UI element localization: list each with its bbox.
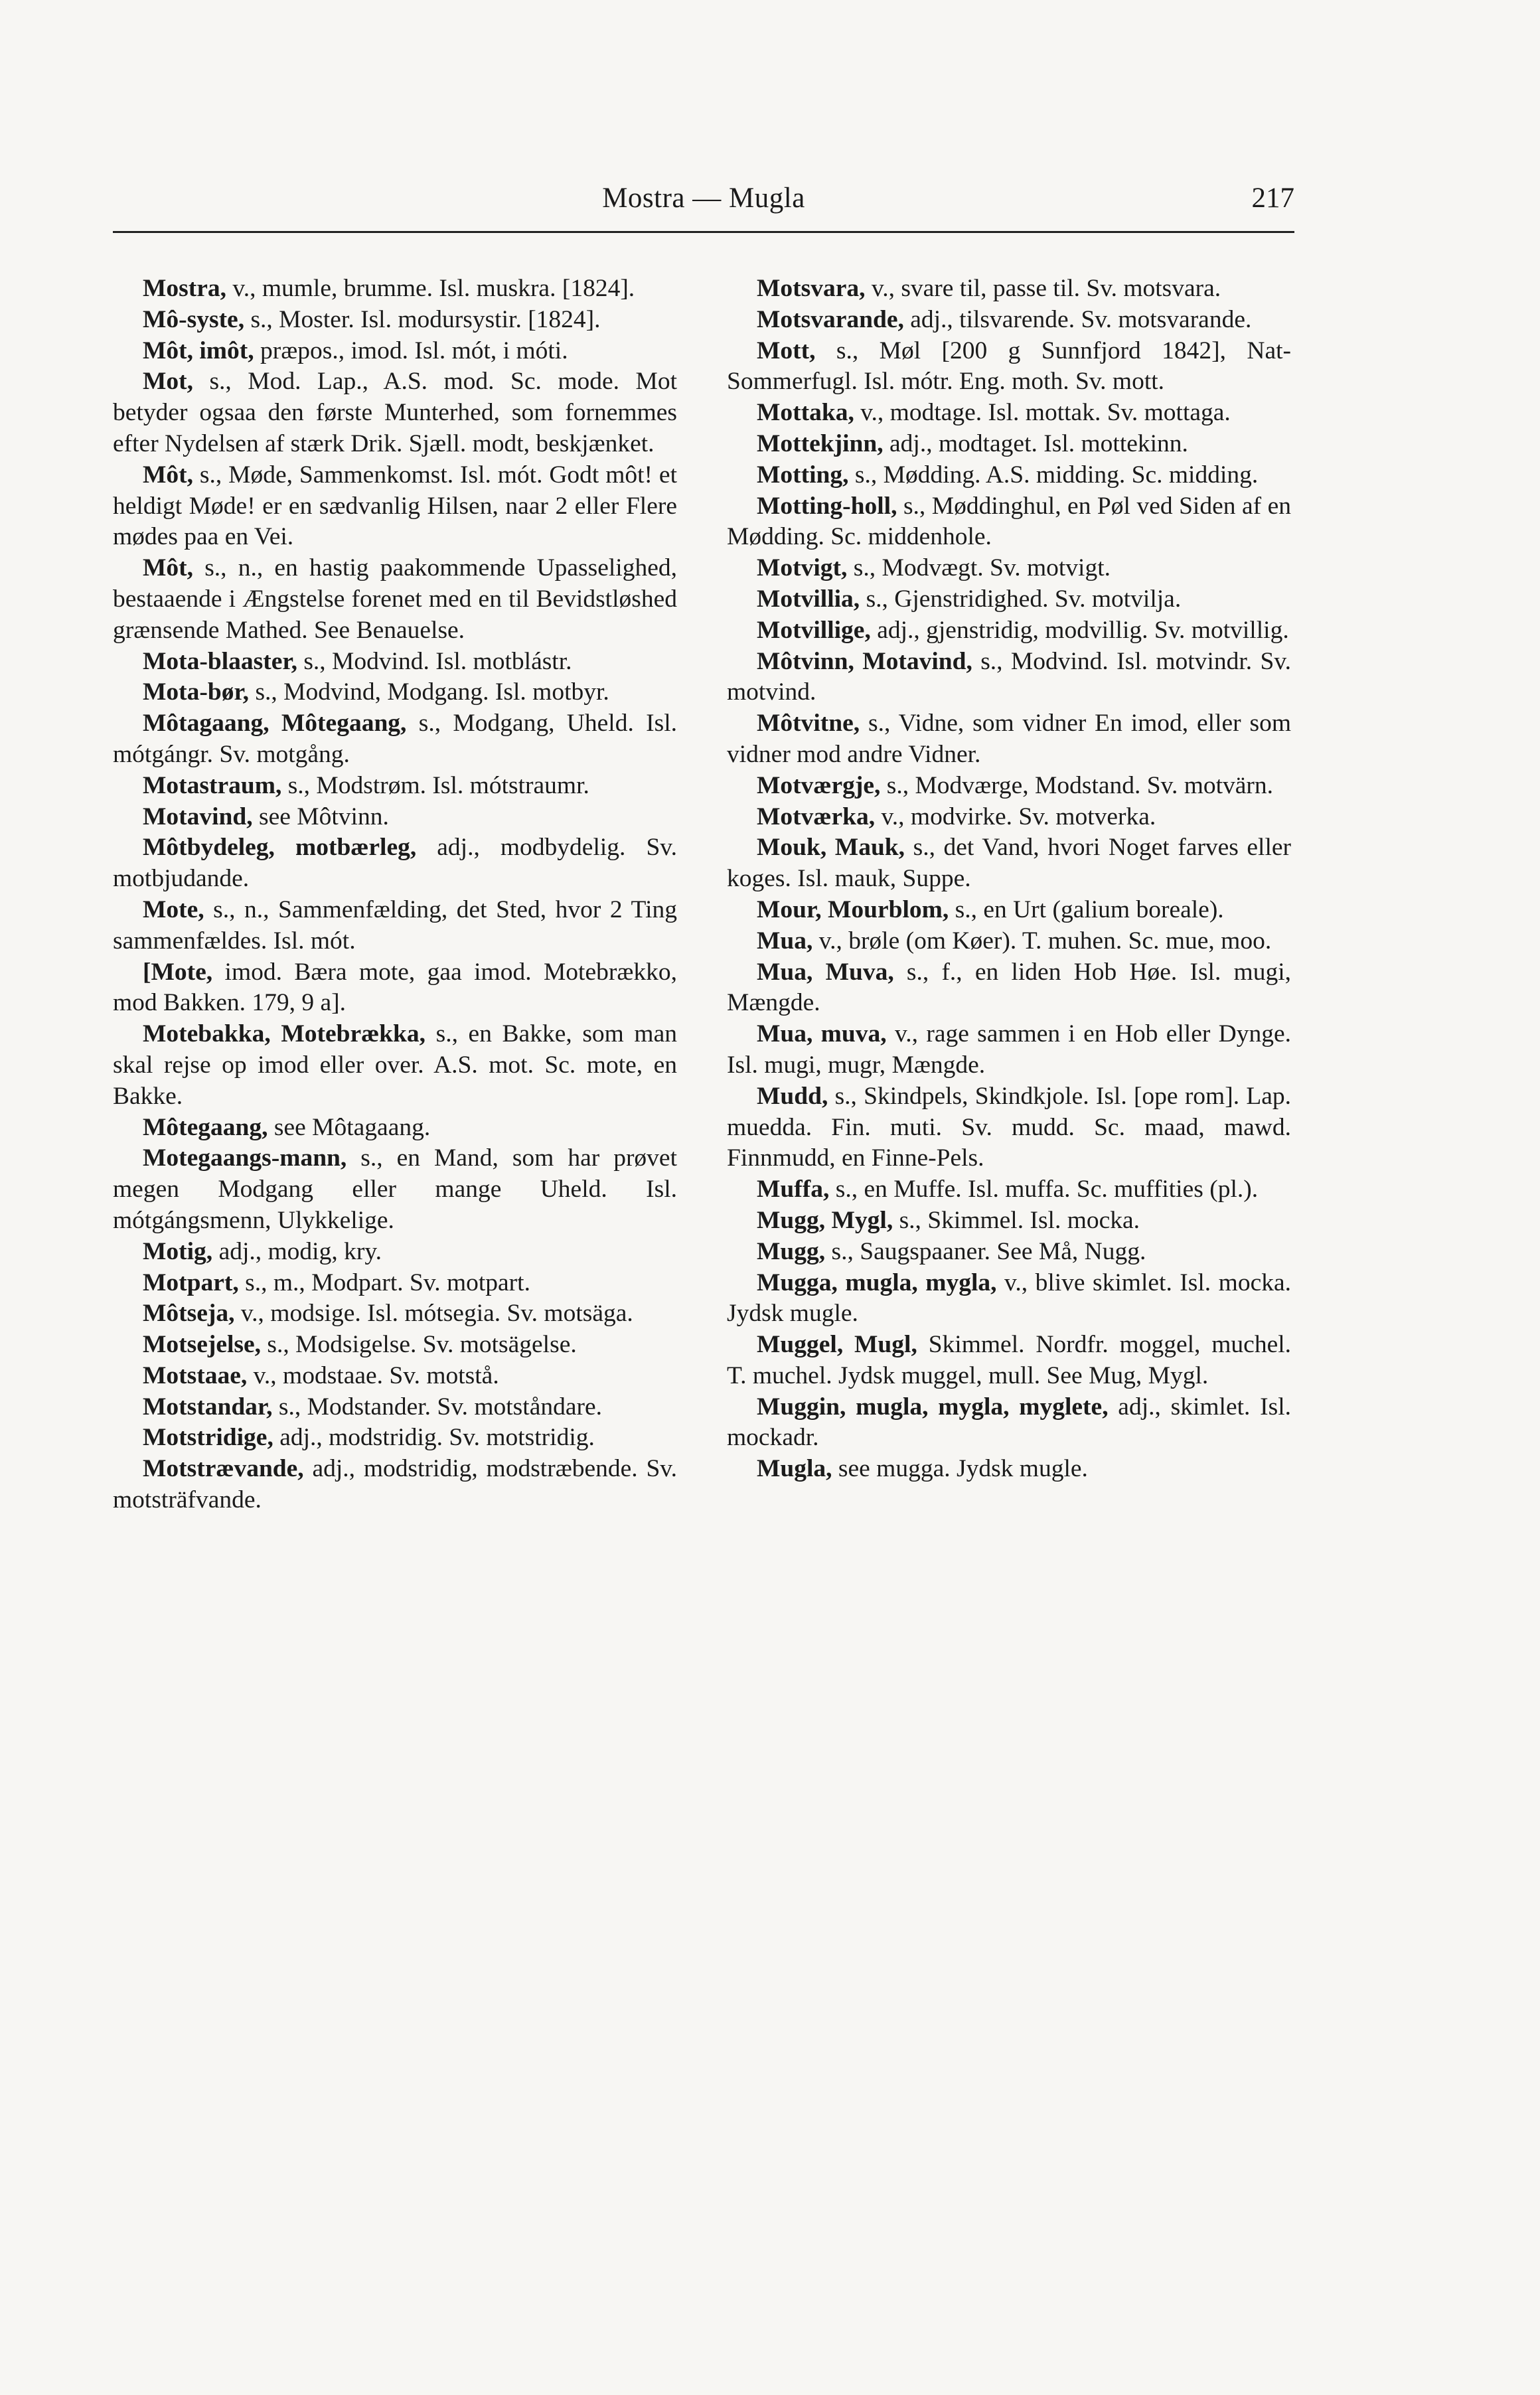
entry-headword: Motsvarande, bbox=[757, 305, 904, 333]
entry-headword: Mugg, Mygl, bbox=[757, 1206, 893, 1234]
entry-headword: Motværka, bbox=[757, 803, 876, 830]
entry-definition: v., modtage. Isl. mottak. Sv. mottaga. bbox=[854, 399, 1231, 427]
entry-headword: Motpart, bbox=[143, 1269, 239, 1296]
dictionary-entry bbox=[727, 1392, 1291, 1454]
dictionary-entry bbox=[727, 398, 1291, 429]
entry-definition: see Môtagaang. bbox=[268, 1113, 431, 1141]
entry-definition: v., modvirke. Sv. motverka. bbox=[875, 803, 1156, 830]
entry-definition: s., en Muffe. Isl. muffa. Sc. muffities (pl.). bbox=[829, 1176, 1259, 1203]
dictionary-entry bbox=[113, 957, 677, 1020]
dictionary-entry bbox=[113, 273, 677, 305]
dictionary-entry bbox=[113, 1019, 677, 1112]
entry-headword: Môt, imôt, bbox=[143, 337, 254, 364]
entry-headword: Motastraum, bbox=[143, 771, 282, 799]
entry-headword: Mottaka, bbox=[757, 399, 854, 427]
entry-definition: adj., modstridig. Sv. motstridig. bbox=[273, 1424, 595, 1452]
entry-headword: Mugg, bbox=[757, 1237, 826, 1265]
left-column bbox=[113, 273, 677, 1516]
entry-definition: s., Modstander. Sv. motståndare. bbox=[272, 1393, 602, 1421]
dictionary-entry bbox=[113, 832, 677, 895]
entry-definition: s., Modvægt. Sv. motvigt. bbox=[847, 554, 1111, 582]
entry-headword: Motvigt, bbox=[757, 554, 848, 582]
entry-headword: Motting, bbox=[757, 461, 849, 489]
entry-definition: s., Gjenstridighed. Sv. motvilja. bbox=[860, 585, 1182, 613]
entry-definition: s., Moster. Isl. modursystir. [1824]. bbox=[244, 305, 601, 333]
entry-headword: Môtegaang, bbox=[143, 1113, 268, 1141]
entry-definition: adj., tilsvarende. Sv. motsvarande. bbox=[903, 305, 1252, 333]
dictionary-entry bbox=[727, 647, 1291, 709]
entry-definition: s., Skindpels, Skindkjole. Isl. [ope rom]. Lap. muedda. Fin. muti. Sv. mudd. Sc. maad, mawd. Finnmudd, en Finne-Pels. bbox=[727, 1082, 1291, 1172]
entry-definition: s., en Bakke, som man skal rejse op imod eller over. A.S. mot. Sc. mote, en Bakke. bbox=[113, 1020, 677, 1110]
entry-definition: s., det Vand, hvori Noget farves eller koges. Isl. mauk, Suppe. bbox=[727, 834, 1291, 893]
entry-headword: Môtagaang, Môtegaang, bbox=[143, 710, 407, 737]
entry-definition: s., Skimmel. Isl. mocka. bbox=[893, 1206, 1140, 1234]
dictionary-entry bbox=[727, 957, 1291, 1020]
entry-definition: s., Møl [200 g Sunnfjord 1842], Nat-Sommerfugl. Isl. mótr. Eng. moth. Sv. mott. bbox=[727, 337, 1291, 396]
dictionary-entry bbox=[727, 771, 1291, 802]
entry-definition: adj., modbydelig. Sv. motbjudande. bbox=[113, 834, 677, 893]
dictionary-entry bbox=[113, 336, 677, 367]
entry-headword: Motvillige, bbox=[757, 616, 871, 644]
entry-headword: Motstaae, bbox=[143, 1361, 248, 1389]
entry-headword: Môtvinn, Motavind, bbox=[757, 647, 972, 675]
entry-headword: Mô-syste, bbox=[143, 305, 245, 333]
dictionary-entry bbox=[113, 1454, 677, 1516]
dictionary-entry bbox=[727, 584, 1291, 615]
entry-definition: s., Saugspaaner. See Må, Nugg. bbox=[825, 1237, 1146, 1265]
entry-definition: s., Mødding. A.S. midding. Sc. midding. bbox=[848, 461, 1259, 489]
dictionary-entry bbox=[113, 1298, 677, 1330]
dictionary-entry bbox=[727, 1019, 1291, 1081]
entry-headword: Môtseja, bbox=[143, 1300, 235, 1328]
entry-definition: see Môtvinn. bbox=[252, 803, 389, 830]
entry-definition: s., Møddinghul, en Pøl ved Siden af en Mødding. Sc. middenhole. bbox=[727, 492, 1291, 551]
entry-definition: s., Modværge, Modstand. Sv. motvärn. bbox=[880, 771, 1274, 799]
entry-definition: v., brøle (om Køer). T. muhen. Sc. mue, moo. bbox=[812, 927, 1272, 955]
entry-definition: v., blive skimlet. Isl. mocka. Jydsk mugle. bbox=[727, 1269, 1292, 1328]
dictionary-entry bbox=[727, 1205, 1291, 1237]
page-header bbox=[113, 179, 1294, 226]
dictionary-entry bbox=[727, 1081, 1291, 1174]
dictionary-entry bbox=[727, 273, 1291, 305]
entry-headword: Mua, muva, bbox=[757, 1020, 887, 1048]
entry-definition: s., Modvind, Modgang. Isl. motbyr. bbox=[249, 678, 609, 706]
entry-headword: Muffa, bbox=[757, 1176, 830, 1203]
page-number: 217 bbox=[1251, 183, 1294, 214]
entry-headword: Môt, bbox=[143, 554, 194, 582]
entry-definition: s., f., en liden Hob Høe. Isl. mugi, Mængde. bbox=[727, 958, 1291, 1017]
entry-headword: Mota-blaaster, bbox=[143, 647, 297, 675]
header-rule bbox=[113, 231, 1294, 233]
dictionary-entry bbox=[113, 708, 677, 771]
entry-definition: s., Vidne, som vidner En imod, eller som vidner mod andre Vidner. bbox=[727, 710, 1291, 768]
entry-definition: see mugga. Jydsk mugle. bbox=[832, 1455, 1088, 1483]
entry-definition: Skimmel. Nordfr. moggel, muchel. T. muchel. Jydsk muggel, mull. See Mug, Mygl. bbox=[727, 1331, 1292, 1389]
entry-headword: Motebakka, Motebrækka, bbox=[143, 1020, 426, 1048]
entry-headword: [Mote, bbox=[143, 958, 213, 986]
entry-headword: Motstrævande, bbox=[143, 1455, 304, 1483]
entry-headword: Môt, bbox=[143, 461, 194, 489]
dictionary-entry bbox=[727, 336, 1291, 398]
entry-headword: Mouk, Mauk, bbox=[757, 834, 905, 862]
dictionary-entry bbox=[113, 366, 677, 459]
entry-headword: Muggel, Mugl, bbox=[757, 1331, 917, 1359]
dictionary-entry bbox=[727, 460, 1291, 491]
entry-definition: s., Mod. Lap., A.S. mod. Sc. mode. Mot betyder ogsaa den første Munterhed, som fornemmes efter Nydelsen af stærk Drik. Sjæll. modt, beskjænket. bbox=[113, 368, 677, 457]
entry-definition: v., rage sammen i en Hob eller Dynge. Isl. mugi, mugr, Mængde. bbox=[727, 1020, 1292, 1079]
entry-definition: præpos., imod. Isl. mót, i móti. bbox=[254, 337, 568, 364]
dictionary-entry bbox=[727, 615, 1291, 647]
entry-headword: Mottekjinn, bbox=[757, 429, 884, 457]
entry-definition: adj., skimlet. Isl. mockadr. bbox=[727, 1393, 1291, 1452]
entry-definition: imod. Bæra mote, gaa imod. Motebrækko, mod Bakken. 179, 9 a]. bbox=[113, 958, 677, 1017]
entry-headword: Motting-holl, bbox=[757, 492, 897, 520]
entry-headword: Mua, Muva, bbox=[757, 958, 894, 986]
entry-headword: Motvillia, bbox=[757, 585, 860, 613]
dictionary-entry bbox=[113, 1113, 677, 1144]
dictionary-entry bbox=[727, 1330, 1291, 1392]
dictionary-entry bbox=[727, 832, 1291, 895]
entry-headword: Motsejelse, bbox=[143, 1331, 262, 1359]
entry-definition: s., Møde, Sammenkomst. Isl. mót. Godt môt! et heldigt Møde! er en sædvanlig Hilsen, naar 2 eller Flere mødes paa en Vei. bbox=[113, 461, 677, 551]
entry-headword: Motegaangs-mann, bbox=[143, 1144, 347, 1172]
dictionary-entry bbox=[727, 305, 1291, 336]
dictionary-entry bbox=[113, 802, 677, 833]
entry-definition: adj., modstridig, modstræbende. Sv. motsträfvande. bbox=[113, 1455, 677, 1514]
entry-definition: s., Modvind. Isl. motvindr. Sv. motvind. bbox=[727, 647, 1292, 706]
dictionary-entry bbox=[113, 647, 677, 678]
dictionary-entry bbox=[727, 1174, 1291, 1205]
entry-headword: Motsvara, bbox=[757, 275, 866, 302]
dictionary-entry bbox=[727, 802, 1291, 833]
dictionary-entry bbox=[727, 1237, 1291, 1268]
entry-definition: adj., modig, kry. bbox=[212, 1237, 382, 1265]
entry-headword: Muggin, mugla, mygla, myglete, bbox=[757, 1393, 1109, 1421]
entry-definition: v., modstaae. Sv. motstå. bbox=[247, 1361, 499, 1389]
dictionary-entry bbox=[727, 491, 1291, 554]
entry-headword: Motværgje, bbox=[757, 771, 881, 799]
entry-headword: Motig, bbox=[143, 1237, 213, 1265]
entry-definition: s., Modgang, Uheld. Isl. mótgángr. Sv. motgång. bbox=[113, 710, 678, 768]
dictionary-entry bbox=[113, 771, 677, 802]
dictionary-entry bbox=[727, 429, 1291, 460]
dictionary-entry bbox=[113, 1330, 677, 1361]
entry-headword: Môtvitne, bbox=[757, 710, 860, 737]
dictionary-entry bbox=[113, 1143, 677, 1236]
dictionary-entry bbox=[113, 1392, 677, 1423]
entry-definition: s., Modvind. Isl. motblástr. bbox=[297, 647, 572, 675]
dictionary-entry bbox=[727, 1454, 1291, 1485]
entry-headword: Mota-bør, bbox=[143, 678, 250, 706]
dictionary-entry bbox=[727, 553, 1291, 584]
entry-definition: s., Modstrøm. Isl. mótstraumr. bbox=[281, 771, 589, 799]
dictionary-entry bbox=[113, 895, 677, 957]
entry-definition: s., m., Modpart. Sv. motpart. bbox=[238, 1269, 530, 1296]
entry-headword: Mour, Mourblom, bbox=[757, 895, 949, 923]
entry-headword: Mugla, bbox=[757, 1455, 832, 1483]
right-column bbox=[727, 273, 1291, 1485]
entry-headword: Motstandar, bbox=[143, 1393, 273, 1421]
dictionary-entry bbox=[113, 460, 677, 553]
entry-headword: Môtbydeleg, motbærleg, bbox=[143, 834, 417, 862]
entry-definition: s., n., Sammenfælding, det Sted, hvor 2 Ting sammenfældes. Isl. mót. bbox=[113, 895, 677, 955]
entry-definition: s., en Mand, som har prøvet megen Modgang eller mange Uheld. Isl. mótgángsmenn, Ulykkelige. bbox=[113, 1144, 677, 1234]
entry-headword: Motstridige, bbox=[143, 1424, 273, 1452]
entry-headword: Mot, bbox=[143, 368, 194, 396]
dictionary-entry bbox=[113, 677, 677, 708]
dictionary-entry bbox=[113, 553, 677, 646]
entry-headword: Mudd, bbox=[757, 1082, 828, 1110]
entry-definition: s., n., en hastig paakommende Upasselighed, bestaaende i Ængstelse forenet med en til Bevidstløshed grænsende Mathed. See Benauelse. bbox=[113, 554, 677, 644]
running-title: Mostra — Mugla bbox=[602, 183, 805, 214]
entry-definition: adj., modtaget. Isl. mottekinn. bbox=[883, 429, 1188, 457]
dictionary-entry bbox=[727, 926, 1291, 957]
entry-definition: v., mumle, brumme. Isl. muskra. [1824]. bbox=[226, 275, 635, 302]
dictionary-entry bbox=[113, 305, 677, 336]
dictionary-entry bbox=[113, 1423, 677, 1454]
dictionary-entry bbox=[727, 895, 1291, 926]
entry-headword: Mua, bbox=[757, 927, 813, 955]
entry-definition: v., svare til, passe til. Sv. motsvara. bbox=[865, 275, 1221, 302]
entry-definition: v., modsige. Isl. mótsegia. Sv. motsäga. bbox=[234, 1300, 633, 1328]
entry-headword: Mugga, mugla, mygla, bbox=[757, 1269, 997, 1296]
dictionary-entry bbox=[727, 708, 1291, 771]
entry-definition: s., en Urt (galium boreale). bbox=[949, 895, 1224, 923]
dictionary-entry bbox=[113, 1361, 677, 1392]
entry-definition: s., Modsigelse. Sv. motsägelse. bbox=[261, 1331, 577, 1359]
dictionary-entry bbox=[113, 1237, 677, 1268]
entry-definition: adj., gjenstridig, modvillig. Sv. motvillig. bbox=[870, 616, 1289, 644]
entry-headword: Mostra, bbox=[143, 275, 226, 302]
entry-headword: Mote, bbox=[143, 895, 204, 923]
dictionary-entry bbox=[113, 1268, 677, 1299]
dictionary-entry bbox=[727, 1268, 1291, 1330]
entry-headword: Motavind, bbox=[143, 803, 253, 830]
entry-headword: Mott, bbox=[757, 337, 816, 364]
